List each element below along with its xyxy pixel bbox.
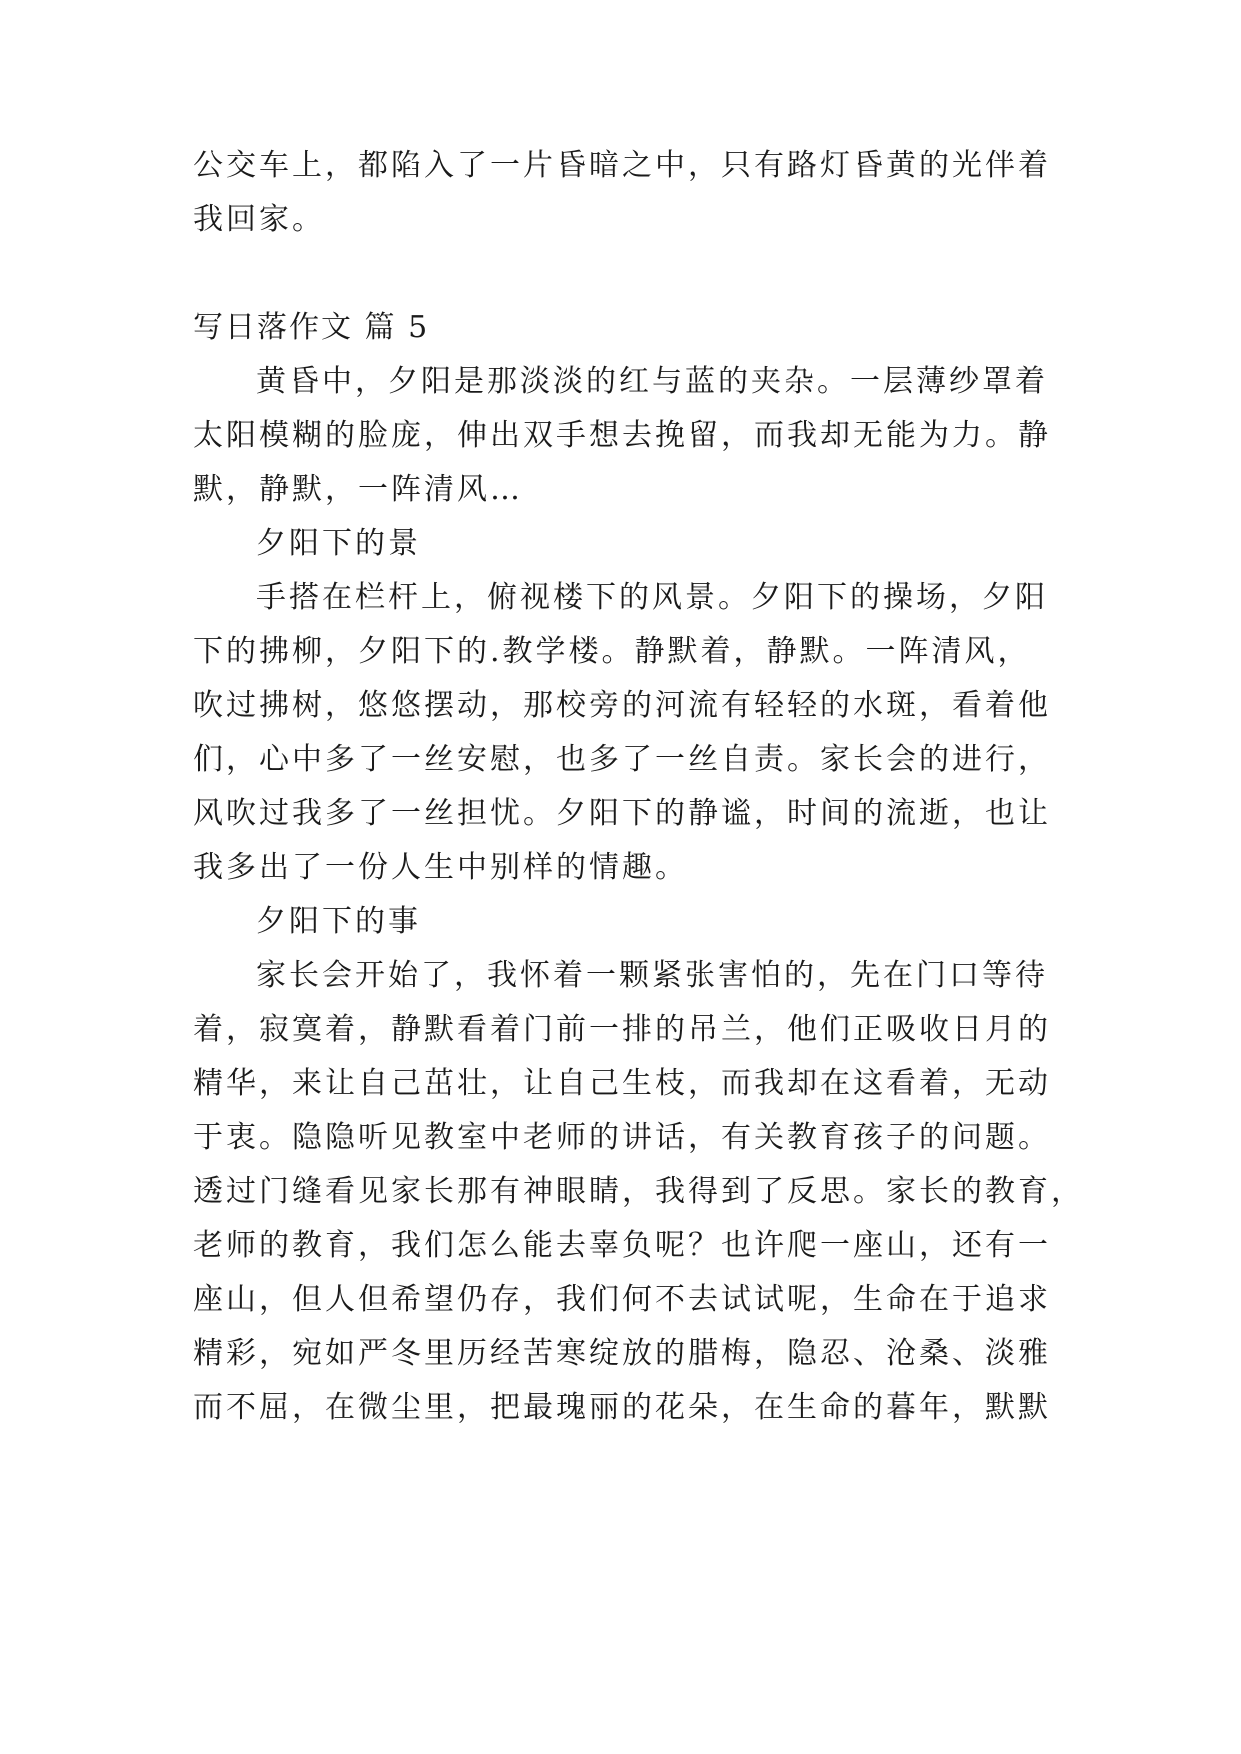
paragraph-line: 黄昏中，夕阳是那淡淡的红与蓝的夹杂。一层薄纱罩着	[256, 364, 1048, 399]
paragraph-line: 而不屈，在微尘里，把最瑰丽的花朵，在生命的暮年，默默	[193, 1390, 1051, 1425]
paragraph-line: 精彩，宛如严冬里历经苦寒绽放的腊梅，隐忍、沧桑、淡雅	[193, 1336, 1051, 1371]
paragraph-line: 座山，但人但希望仍存，我们何不去试试呢，生命在于追求	[193, 1282, 1051, 1317]
paragraph-line: 公交车上，都陷入了一片昏暗之中，只有路灯昏黄的光伴着	[193, 148, 1051, 183]
paragraph-line: 风吹过我多了一丝担忧。夕阳下的静谧，时间的流逝，也让	[193, 796, 1051, 831]
paragraph-line: 透过门缝看见家长那有神眼睛，我得到了反思。家长的教育，	[193, 1174, 1084, 1209]
paragraph-line: 着，寂寞着，静默看着门前一排的吊兰，他们正吸收日月的	[193, 1012, 1051, 1047]
paragraph-line: 手搭在栏杆上，俯视楼下的风景。夕阳下的操场，夕阳	[256, 580, 1048, 615]
paragraph-line: 老师的教育，我们怎么能去辜负呢？也许爬一座山，还有一	[193, 1228, 1051, 1263]
paragraph-line: 默，静默，一阵清风…	[193, 472, 523, 507]
paragraph-line: 我多出了一份人生中别样的情趣。	[193, 850, 688, 885]
paragraph-line: 于衷。隐隐听见教室中老师的讲话，有关教育孩子的问题。	[193, 1120, 1051, 1155]
paragraph-line: 精华，来让自己茁壮，让自己生枝，而我却在这看着，无动	[193, 1066, 1051, 1101]
paragraph-line: 下的拂柳，夕阳下的.教学楼。静默着，静默。一阵清风，	[193, 634, 1031, 669]
paragraph-line: 我回家。	[193, 202, 325, 237]
paragraph-line: 们，心中多了一丝安慰，也多了一丝自责。家长会的进行，	[193, 742, 1051, 777]
paragraph-line: 家长会开始了，我怀着一颗紧张害怕的，先在门口等待	[256, 958, 1048, 993]
paragraph-line: 太阳模糊的脸庞，伸出双手想去挽留，而我却无能为力。静	[193, 418, 1051, 453]
subheading-events: 夕阳下的事	[256, 904, 421, 939]
section-heading: 写日落作文 篇 5	[193, 310, 430, 345]
paragraph-line: 吹过拂树，悠悠摆动，那校旁的河流有轻轻的水斑，看着他	[193, 688, 1051, 723]
subheading-scenery: 夕阳下的景	[256, 526, 421, 561]
